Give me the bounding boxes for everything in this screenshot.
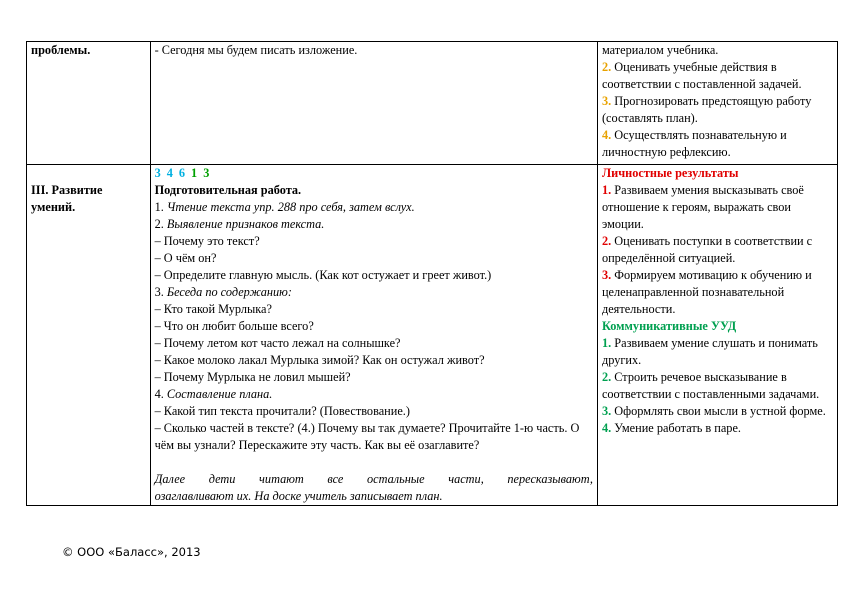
activity-line [155,386,593,403]
result-item [602,335,833,369]
task-markers [155,165,593,182]
line-prefix: 2. [154,217,167,231]
line-text: Выявление признаков текста. [166,217,325,231]
activity-text: - Сегодня мы будем писать изложение. [154,43,358,57]
line-prefix: 4. [154,387,167,401]
personal-results-title: Личностные результаты [601,166,739,180]
line-text: Чтение текста упр. 288 про себя, затем вслух. [166,200,415,214]
result-item [602,127,833,161]
line-prefix: 3. [154,285,167,299]
activity-line [155,403,593,420]
stage-label: проблемы. [31,43,91,57]
lesson-table [26,41,838,506]
activity-line [155,284,593,301]
activity-line [155,369,593,386]
result-text: Оформлять свои мысли в устной форме. [614,404,826,418]
result-item [602,182,833,233]
activity-line [155,199,593,216]
table-row [27,165,838,506]
activity-line [155,233,593,250]
results-cell [597,42,837,165]
communicative-list [602,335,833,437]
result-number: 1. [601,183,612,197]
result-text: Умение работать в паре. [614,421,741,435]
activity-line [155,267,593,284]
section-heading: Подготовительная работа. [154,183,302,197]
stage-cell [27,42,151,165]
activity-line [155,335,593,352]
result-number: 2. [601,234,612,248]
result-text: Прогнозировать предстоящую работу (составлять план). [601,94,812,125]
line-text: – Какой тип текста прочитали? (Повествование.) [154,404,410,418]
result-number: 4. [601,421,612,435]
activity-cell [150,165,597,506]
closing-text-line: Далее дети читают все остальные части, пересказывают, [154,472,593,486]
task-marker: 3 [203,166,210,180]
result-text: материалом учебника. [601,43,719,57]
result-number: 2. [601,370,612,384]
result-item [602,59,833,93]
result-number: 3. [601,268,612,282]
task-marker: 3 [154,166,161,180]
copyright-footer: © ООО «Баласс», 2013 [62,545,201,559]
line-text: – Почему летом кот часто лежал на солнышке? [154,336,401,350]
results-list [602,42,833,161]
task-marker: 1 [191,166,198,180]
result-item [602,267,833,318]
result-text: Развиваем умения высказывать своё отношение к героям, выражать свои эмоции. [601,183,804,231]
line-text: – Что он любит больше всего? [154,319,314,333]
stage-label: III. Развитие умений. [31,183,103,214]
activity-line [155,250,593,267]
result-item [602,233,833,267]
result-item [602,369,833,403]
result-number: 1. [601,336,612,350]
line-text: – Определите главную мысль. (Как кот остужает и греет живот.) [154,268,492,282]
result-item [602,420,833,437]
task-marker: 4 [166,166,173,180]
activity-line [155,318,593,335]
activity-line [155,301,593,318]
activity-line [155,420,593,454]
line-text: – Какое молоко лакал Мурлыка зимой? Как он остужал живот? [154,353,485,367]
line-text: – Сколько частей в тексте? (4.) Почему вы так думаете? Прочитайте 1-ю часть. О чём вы узнали? Перескажите эту часть. Как вы её озаглавите? [154,421,580,452]
line-text: – Почему Мурлыка не ловил мышей? [154,370,351,384]
personal-results-list [602,182,833,318]
result-text: Развиваем умение слушать и понимать других. [601,336,818,367]
line-text: – Почему это текст? [154,234,260,248]
result-item [602,93,833,127]
line-text: – О чём он? [154,251,217,265]
result-text: Оценивать учебные действия в соответствии с поставленной задачей. [601,60,802,91]
communicative-title: Коммуникативные УУД [601,319,737,333]
activity-line [155,352,593,369]
result-item [602,403,833,420]
result-number: 4. [601,128,612,142]
result-item [602,42,833,59]
result-text: Осуществлять познавательную и личностную рефлексию. [601,128,787,159]
result-number: 2. [601,60,612,74]
line-text: – Кто такой Мурлыка? [154,302,272,316]
result-text: Строить речевое высказывание в соответствии с поставленными задачами. [601,370,820,401]
activity-lines [155,199,593,454]
closing-text-line: озаглавливают их. На доске учитель записывает план. [154,489,443,503]
line-prefix: 1. [154,200,167,214]
task-marker: 6 [178,166,186,180]
table-row [27,42,838,165]
line-text: Беседа по содержанию: [166,285,292,299]
result-text: Формируем мотивацию к обучению и целенаправленной познавательной деятельности. [601,268,812,316]
result-text: Оценивать поступки в соответствии с определённой ситуацией. [601,234,813,265]
result-number: 3. [601,94,612,108]
activity-cell [150,42,597,165]
stage-cell [27,165,151,506]
line-text: Составление плана. [166,387,273,401]
activity-line [155,216,593,233]
results-cell [597,165,837,506]
result-number: 3. [601,404,612,418]
